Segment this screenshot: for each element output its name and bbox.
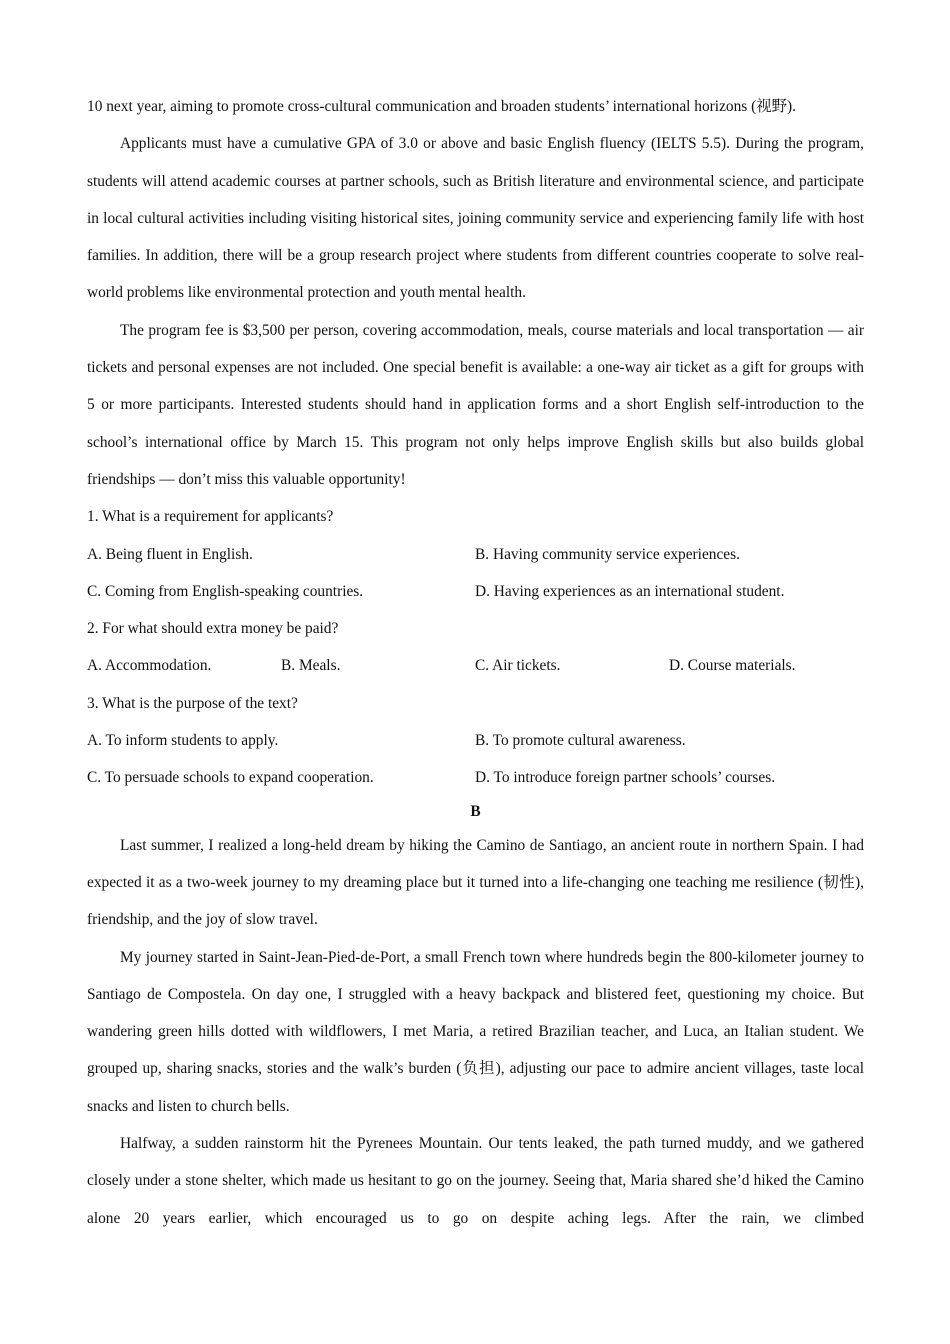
question-3-option-b: B. To promote cultural awareness.: [475, 732, 686, 750]
question-3-option-d: D. To introduce foreign partner schools’ courses.: [475, 769, 776, 787]
question-1-option-d: D. Having experiences as an international student.: [475, 582, 785, 600]
question-3-option-a: A. To inform students to apply.: [87, 732, 279, 750]
question-1-option-c: C. Coming from English-speaking countries.: [87, 582, 364, 600]
question-3-option-c: C. To persuade schools to expand cooperation.: [87, 769, 374, 787]
page-content: [87, 88, 864, 1237]
question-1-options-row-1: [87, 536, 864, 573]
passage-b-paragraph-2: My journey started in Saint-Jean-Pied-de-Port, a small French town where hundreds begin the 800-kilometer journey to Santiago de Compostela. On day one, I struggled with a heavy backpack and blistered feet, questioning my choice. But wandering green hills dotted with wildflowers, I met Maria, a retired Brazilian teacher, and Luca, an Italian student. We grouped up, sharing snacks, stories and the walk’s burden (负担), adjusting our pace to admire ancient villages, taste local snacks and listen to church bells.: [87, 948, 864, 1115]
question-3-options-row-2: [87, 759, 864, 796]
passage-a-paragraph-1: Applicants must have a cumulative GPA of 3.0 or above and basic English fluency (IELTS 5.5). During the program, students will attend academic courses at partner schools, such as British literature and environmental science, and participate in local cultural activities including visiting historical sites, joining community service and experiencing family life with host families. In addition, there will be a group research project where students from different countries cooperate to solve real-world problems like environmental protection and youth mental health.: [87, 135, 864, 302]
question-1-stem: 1. What is a requirement for applicants?: [87, 508, 334, 526]
passage-a-paragraph-2: The program fee is $3,500 per person, covering accommodation, meals, course materials and local transportation — air tickets and personal expenses are not included. One special benefit is available: a one-way air ticket as a gift for groups with 5 or more participants. Interested students should hand in application forms and a short English self-introduction to the school’s international office by March 15. This program not only helps improve English skills but also builds global friendships — don’t miss this valuable opportunity!: [87, 321, 864, 488]
question-1-option-b: B. Having community service experiences.: [475, 545, 740, 563]
question-3-options-row-1: [87, 722, 864, 759]
section-b-heading: B: [470, 802, 481, 820]
passage-b-paragraph-1: Last summer, I realized a long-held dream by hiking the Camino de Santiago, an ancient route in northern Spain. I had expected it as a two-week journey to my dreaming place but it turned into a life-changing one teaching me resilience (韧性), friendship, and the joy of slow travel.: [87, 836, 864, 929]
question-1-option-a: A. Being fluent in English.: [87, 545, 253, 563]
question-2-option-a: A. Accommodation.: [87, 657, 212, 675]
question-3-stem: 3. What is the purpose of the text?: [87, 694, 298, 712]
question-1-options-row-2: [87, 573, 864, 610]
question-2-option-d: D. Course materials.: [669, 657, 796, 675]
question-2-options-row: [87, 647, 864, 684]
passage-a-paragraph-0: 10 next year, aiming to promote cross-cultural communication and broaden students’ international horizons (视野).: [87, 98, 797, 115]
passage-b-paragraph-3: Halfway, a sudden rainstorm hit the Pyrenees Mountain. Our tents leaked, the path turned muddy, and we gathered closely under a stone shelter, which made us hesitant to go on the journey. Seeing that, Maria shared she’d hiked the Camino alone 20 years earlier, which encouraged us to go on despite aching legs. After the rain, we climbed: [87, 1135, 864, 1227]
question-2-stem: 2. For what should extra money be paid?: [87, 620, 339, 638]
question-2-option-c: C. Air tickets.: [475, 657, 561, 675]
question-2-option-b: B. Meals.: [281, 657, 341, 675]
